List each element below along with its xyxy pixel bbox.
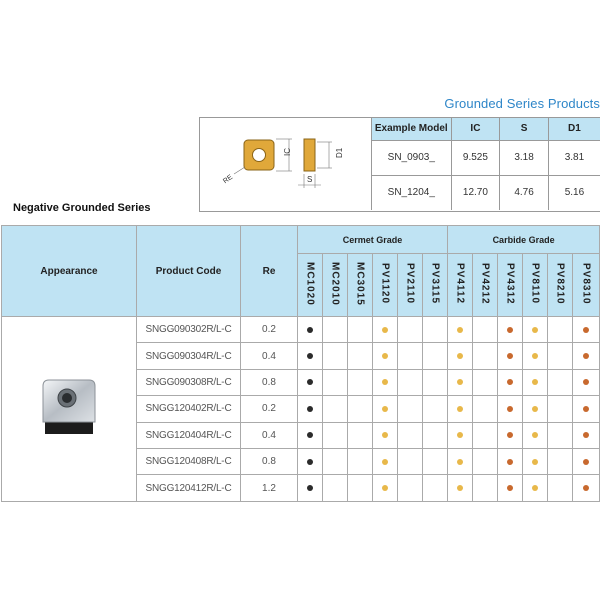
availability-dot (307, 353, 313, 359)
spec-table-header (372, 118, 600, 140)
availability-dot (507, 327, 513, 333)
re-dim-label: RE (222, 173, 235, 186)
grade-availability-cell (398, 475, 423, 501)
spec-value-cell: 3.81 (548, 140, 600, 175)
product-code-cell: SNGG120412R/L-C (137, 475, 241, 501)
grade-availability-cell (398, 317, 423, 343)
grade-column-header (398, 254, 423, 317)
product-code-cell: SNGG090302R/L-C (137, 317, 241, 343)
availability-dot (532, 406, 538, 412)
table-row (2, 317, 600, 343)
grade-availability-cell (298, 343, 323, 369)
grade-name: MC2010 (329, 261, 341, 306)
grade-availability-cell (573, 475, 600, 501)
d1-dim-label: D1 (335, 147, 344, 158)
availability-dot (583, 432, 589, 438)
grade-availability-cell (448, 369, 473, 395)
grade-availability-cell (473, 317, 498, 343)
spec-table-row (372, 175, 600, 210)
grade-availability-cell (323, 369, 348, 395)
re-value-cell: 0.2 (241, 396, 298, 422)
spec-header-cell: S (500, 118, 549, 140)
availability-dot (382, 327, 388, 333)
grade-name: PV8310 (580, 262, 592, 305)
grade-availability-cell (298, 369, 323, 395)
grade-availability-cell (448, 448, 473, 474)
re-value-cell: 0.2 (241, 317, 298, 343)
availability-dot (457, 327, 463, 333)
spec-value-cell: 9.525 (451, 140, 500, 175)
availability-dot (583, 485, 589, 491)
spec-value-cell: 12.70 (451, 175, 500, 210)
availability-dot (382, 459, 388, 465)
grade-availability-cell (548, 475, 573, 501)
grade-availability-cell (473, 343, 498, 369)
grade-availability-cell (448, 317, 473, 343)
spec-value-cell: 3.18 (500, 140, 549, 175)
grade-availability-cell (548, 317, 573, 343)
grade-column-header (498, 254, 523, 317)
availability-dot (507, 379, 513, 385)
grade-availability-cell (448, 475, 473, 501)
grade-column-header (523, 254, 548, 317)
spec-value-cell: 4.76 (500, 175, 549, 210)
carbide-grade-header: Carbide Grade (448, 226, 600, 254)
grade-availability-cell (298, 317, 323, 343)
grade-availability-cell (448, 343, 473, 369)
availability-dot (307, 432, 313, 438)
grade-availability-cell (323, 317, 348, 343)
grade-availability-cell (498, 422, 523, 448)
availability-dot (382, 485, 388, 491)
re-value-cell: 0.4 (241, 343, 298, 369)
grade-availability-cell (498, 475, 523, 501)
availability-dot (507, 353, 513, 359)
availability-dot (507, 459, 513, 465)
section-title: Negative Grounded Series (13, 202, 151, 214)
grade-column-header (473, 254, 498, 317)
grade-availability-cell (498, 369, 523, 395)
insert-side-view (304, 139, 315, 171)
grade-name: MC1020 (304, 261, 316, 306)
grade-availability-cell (473, 475, 498, 501)
availability-dot (382, 353, 388, 359)
spec-panel (199, 117, 600, 212)
grade-availability-cell (348, 343, 373, 369)
availability-dot (532, 353, 538, 359)
grade-availability-cell (423, 317, 448, 343)
re-header: Re (241, 226, 298, 317)
grade-availability-cell (473, 448, 498, 474)
grade-availability-cell (373, 475, 398, 501)
grade-name: PV4312 (504, 262, 516, 305)
product-code-cell: SNGG120408R/L-C (137, 448, 241, 474)
grade-availability-cell (523, 343, 548, 369)
grade-availability-cell (573, 343, 600, 369)
availability-dot (382, 406, 388, 412)
product-code-cell: SNGG120404R/L-C (137, 422, 241, 448)
grade-availability-cell (473, 369, 498, 395)
availability-dot (583, 406, 589, 412)
grade-availability-cell (398, 396, 423, 422)
re-value-cell: 0.4 (241, 422, 298, 448)
grade-column-header (423, 254, 448, 317)
availability-dot (583, 379, 589, 385)
product-code-header: Product Code (137, 226, 241, 317)
grade-availability-cell (448, 422, 473, 448)
grade-availability-cell (548, 448, 573, 474)
grade-name: PV8210 (554, 262, 566, 305)
grade-availability-cell (523, 448, 548, 474)
grade-availability-cell (348, 448, 373, 474)
grade-availability-cell (523, 396, 548, 422)
grade-name: PV1120 (379, 262, 391, 305)
grade-availability-cell (348, 369, 373, 395)
grade-availability-cell (373, 396, 398, 422)
grade-availability-cell (423, 396, 448, 422)
grade-availability-cell (548, 422, 573, 448)
grade-group-header-row (2, 226, 600, 254)
grade-availability-cell (573, 396, 600, 422)
grade-availability-cell (523, 369, 548, 395)
cermet-grade-header: Cermet Grade (298, 226, 448, 254)
spec-header-cell: D1 (548, 118, 600, 140)
grade-name: PV3115 (429, 262, 441, 305)
grade-availability-cell (398, 422, 423, 448)
availability-dot (507, 432, 513, 438)
availability-dot (532, 379, 538, 385)
grade-column-header (298, 254, 323, 317)
grade-availability-cell (398, 448, 423, 474)
availability-dot (307, 485, 313, 491)
availability-dot (307, 459, 313, 465)
grade-availability-cell (448, 396, 473, 422)
appearance-image-cell (2, 317, 137, 502)
grade-availability-cell (498, 343, 523, 369)
grade-availability-cell (573, 369, 600, 395)
availability-dot (457, 379, 463, 385)
re-value-cell: 0.8 (241, 448, 298, 474)
grade-availability-cell (498, 317, 523, 343)
grade-availability-cell (423, 448, 448, 474)
grade-availability-cell (323, 343, 348, 369)
grade-availability-cell (498, 396, 523, 422)
grade-availability-cell (323, 396, 348, 422)
grade-availability-cell (573, 317, 600, 343)
availability-dot (532, 459, 538, 465)
grade-availability-cell (298, 448, 323, 474)
grade-availability-cell (348, 317, 373, 343)
availability-dot (307, 327, 313, 333)
availability-dot (457, 353, 463, 359)
product-code-cell: SNGG120402R/L-C (137, 396, 241, 422)
grade-availability-cell (423, 343, 448, 369)
grade-availability-cell (398, 343, 423, 369)
grade-name: PV8110 (529, 262, 541, 305)
grade-column-header (548, 254, 573, 317)
insert-product-image (39, 376, 99, 438)
grade-availability-cell (423, 369, 448, 395)
appearance-header: Appearance (2, 226, 137, 317)
spec-model-cell: SN_0903_ (372, 140, 452, 175)
grade-availability-cell (373, 369, 398, 395)
grade-availability-cell (323, 475, 348, 501)
spec-header-cell: IC (451, 118, 500, 140)
re-value-cell: 0.8 (241, 369, 298, 395)
grade-availability-cell (523, 422, 548, 448)
grade-availability-cell (373, 343, 398, 369)
availability-dot (382, 379, 388, 385)
availability-dot (507, 406, 513, 412)
spec-table (371, 118, 600, 210)
grade-availability-cell (298, 396, 323, 422)
spec-table-row (372, 140, 600, 175)
grade-availability-cell (523, 317, 548, 343)
grade-availability-cell (323, 448, 348, 474)
grade-availability-cell (398, 369, 423, 395)
availability-dot (382, 432, 388, 438)
grade-availability-cell (348, 475, 373, 501)
availability-dot (507, 485, 513, 491)
grade-availability-cell (373, 422, 398, 448)
availability-dot (532, 485, 538, 491)
grade-column-header (323, 254, 348, 317)
ic-dim-label: IC (283, 148, 292, 156)
re-value-cell: 1.2 (241, 475, 298, 501)
grade-availability-cell (298, 422, 323, 448)
spec-model-cell: SN_1204_ (372, 175, 452, 210)
grade-availability-cell (473, 422, 498, 448)
grade-availability-cell (423, 475, 448, 501)
grade-availability-cell (423, 422, 448, 448)
grade-column-header (448, 254, 473, 317)
grade-availability-cell (573, 448, 600, 474)
availability-dot (307, 406, 313, 412)
grade-availability-cell (348, 422, 373, 448)
availability-dot (583, 353, 589, 359)
availability-dot (583, 327, 589, 333)
grade-availability-cell (298, 475, 323, 501)
availability-dot (532, 327, 538, 333)
grade-column-header (373, 254, 398, 317)
grade-availability-cell (348, 396, 373, 422)
grade-availability-cell (548, 369, 573, 395)
series-title: Grounded Series Products (444, 96, 600, 111)
insert-top-view (244, 140, 274, 170)
grade-table (1, 225, 600, 502)
grade-column-header (348, 254, 373, 317)
availability-dot (307, 379, 313, 385)
spec-header-cell: Example Model (372, 118, 452, 140)
grade-availability-cell (548, 343, 573, 369)
grade-name: PV2110 (404, 262, 416, 305)
grade-column-header (573, 254, 600, 317)
availability-dot (532, 432, 538, 438)
availability-dot (583, 459, 589, 465)
availability-dot (457, 406, 463, 412)
product-code-cell: SNGG090304R/L-C (137, 343, 241, 369)
grade-availability-cell (523, 475, 548, 501)
s-dim-label: S (307, 175, 313, 184)
grade-availability-cell (373, 448, 398, 474)
availability-dot (457, 432, 463, 438)
grade-name: MC3015 (354, 261, 366, 306)
availability-dot (457, 459, 463, 465)
availability-dot (457, 485, 463, 491)
grade-availability-cell (473, 396, 498, 422)
grade-name: PV4112 (454, 262, 466, 305)
grade-availability-cell (373, 317, 398, 343)
spec-value-cell: 5.16 (548, 175, 600, 210)
grade-name: PV4212 (479, 262, 491, 305)
insert-dimension-diagram (200, 118, 371, 211)
grade-availability-cell (548, 396, 573, 422)
grade-availability-cell (323, 422, 348, 448)
product-code-cell: SNGG090308R/L-C (137, 369, 241, 395)
grade-availability-cell (498, 448, 523, 474)
grade-availability-cell (573, 422, 600, 448)
